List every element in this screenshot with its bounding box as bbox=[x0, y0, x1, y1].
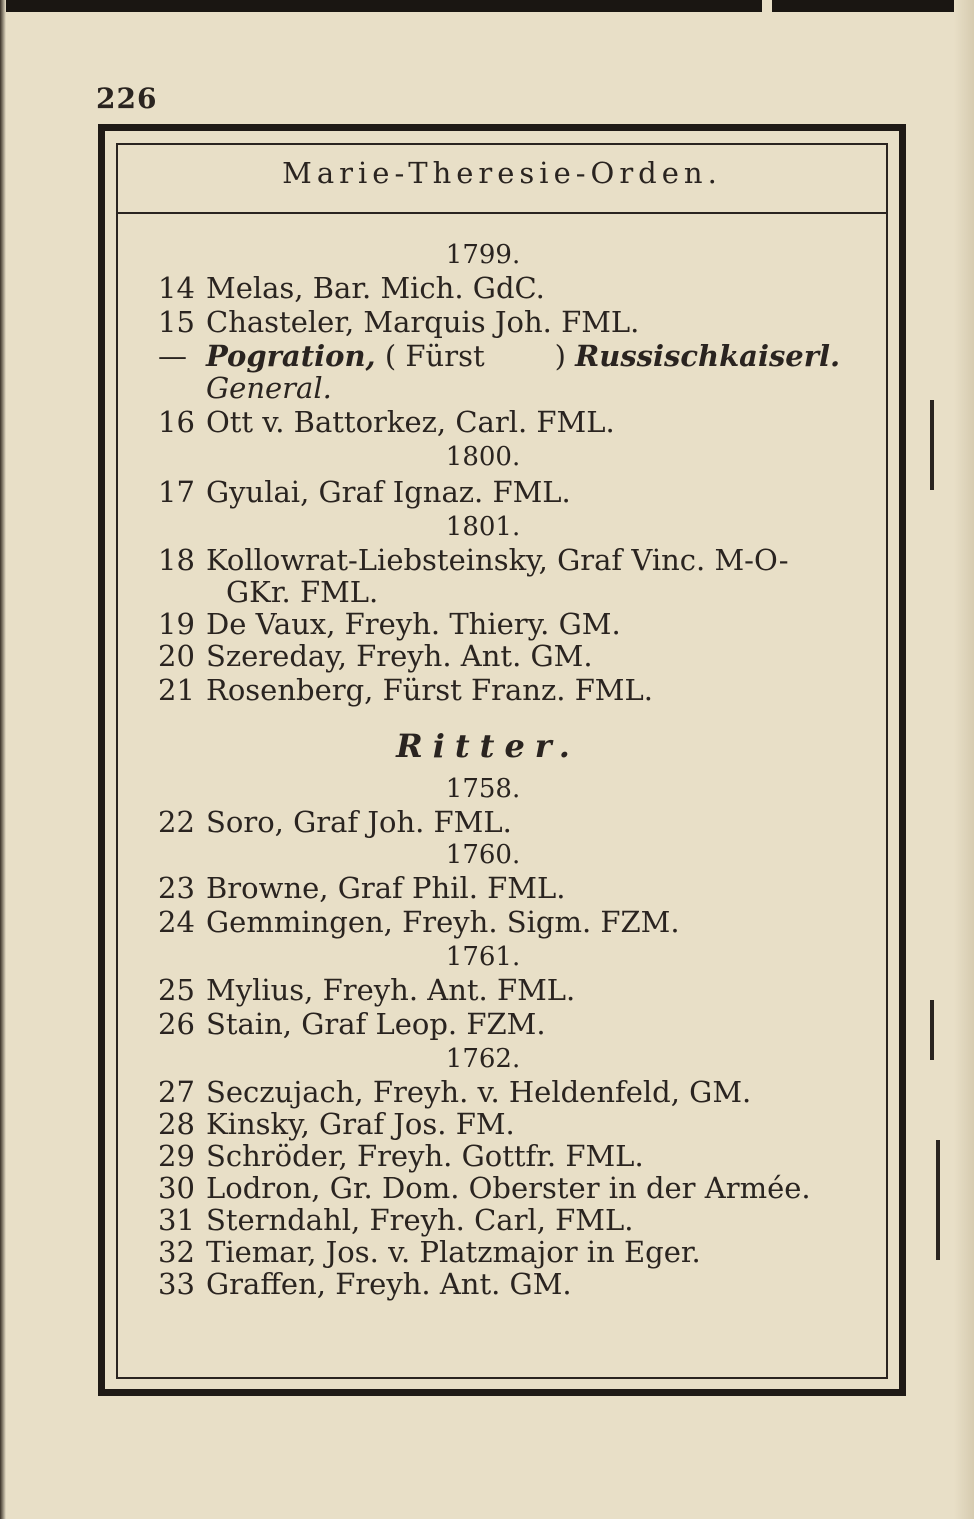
entry-number: 22 bbox=[158, 805, 195, 839]
entry-text: De Vaux, Freyh. Thiery. GM. bbox=[206, 607, 621, 641]
entry-text: Lodron, Gr. Dom. Oberster in der Armée. bbox=[206, 1171, 811, 1205]
entry-text: Gyulai, Graf Ignaz. FML. bbox=[206, 475, 571, 509]
entry-paren: ) bbox=[554, 339, 566, 373]
scan-top-border bbox=[0, 0, 974, 12]
list-item bbox=[158, 1236, 888, 1268]
list-item bbox=[158, 474, 888, 510]
entry-number: 27 bbox=[158, 1075, 195, 1109]
entry-text: Soro, Graf Joh. FML. bbox=[206, 805, 512, 839]
list-item bbox=[158, 974, 888, 1006]
scan-mark bbox=[936, 1140, 940, 1260]
entry-number: 14 bbox=[158, 271, 195, 305]
list-item bbox=[158, 1006, 888, 1042]
entry-name-italic: Pogration, bbox=[206, 339, 376, 373]
header-rule bbox=[116, 212, 888, 214]
entry-text: Graffen, Freyh. Ant. GM. bbox=[206, 1267, 572, 1301]
page-number: 226 bbox=[96, 82, 158, 115]
list-item bbox=[158, 806, 888, 838]
year-heading: 1800. bbox=[445, 442, 521, 472]
entry-number: 32 bbox=[158, 1235, 195, 1269]
entry-number: 18 bbox=[158, 543, 195, 577]
entry-number: 26 bbox=[158, 1007, 195, 1041]
list-item bbox=[158, 1204, 888, 1236]
entry-text: Seczujach, Freyh. v. Heldenfeld, GM. bbox=[206, 1075, 752, 1109]
entry-number: — bbox=[158, 339, 187, 373]
entry-text: Chasteler, Marquis Joh. FML. bbox=[206, 305, 640, 339]
entry-text: ( Fürst bbox=[384, 339, 485, 373]
entry-number: 17 bbox=[158, 475, 195, 509]
list-item bbox=[158, 904, 888, 940]
page-edge-right bbox=[954, 0, 974, 1519]
entry-number: 29 bbox=[158, 1139, 195, 1173]
list-item bbox=[158, 272, 888, 304]
entry-number: 33 bbox=[158, 1267, 195, 1301]
scan-mark bbox=[930, 1000, 934, 1060]
year-heading: 1801. bbox=[445, 512, 521, 542]
entry-number: 19 bbox=[158, 607, 195, 641]
order-title: Marie-Theresie-Orden. bbox=[282, 156, 722, 190]
entry-text: Schröder, Freyh. Gottfr. FML. bbox=[206, 1139, 644, 1173]
year-heading: 1762. bbox=[445, 1044, 521, 1074]
entry-text: Kollowrat-Liebsteinsky, Graf Vinc. M-O- bbox=[206, 543, 789, 577]
scan-mark bbox=[930, 400, 934, 490]
entry-text: Melas, Bar. Mich. GdC. bbox=[206, 271, 545, 305]
list-item bbox=[158, 1172, 888, 1204]
page-shadow-left bbox=[0, 0, 6, 1519]
entry-number: 31 bbox=[158, 1203, 195, 1237]
list-item bbox=[158, 1140, 888, 1172]
list-item bbox=[158, 1108, 888, 1140]
list-item bbox=[158, 544, 888, 576]
entry-text: Ott v. Battorkez, Carl. FML. bbox=[206, 405, 615, 439]
entry-title-italic: Russischkaiserl. bbox=[575, 339, 841, 373]
entry-number: 15 bbox=[158, 305, 195, 339]
entry-number: 28 bbox=[158, 1107, 195, 1141]
entry-number: 21 bbox=[158, 673, 195, 707]
list-item bbox=[158, 340, 888, 372]
entry-number: 25 bbox=[158, 973, 195, 1007]
entry-number: 30 bbox=[158, 1171, 195, 1205]
list-item bbox=[158, 640, 888, 672]
list-item bbox=[158, 872, 888, 904]
entry-text: Rosenberg, Fürst Franz. FML. bbox=[206, 673, 653, 707]
entry-number: 20 bbox=[158, 639, 195, 673]
year-heading: 1761. bbox=[445, 942, 521, 972]
entry-text: Browne, Graf Phil. FML. bbox=[206, 871, 566, 905]
entry-continuation: General. bbox=[206, 371, 332, 405]
list-item bbox=[158, 304, 888, 340]
entry-text: Stain, Graf Leop. FZM. bbox=[206, 1007, 546, 1041]
list-item bbox=[158, 608, 888, 640]
year-heading: 1760. bbox=[445, 840, 521, 870]
entry-text: Kinsky, Graf Jos. FM. bbox=[206, 1107, 515, 1141]
entry-text: Sterndahl, Freyh. Carl, FML. bbox=[206, 1203, 634, 1237]
list-item bbox=[158, 1268, 888, 1300]
list-item bbox=[158, 1076, 888, 1108]
entry-continuation: GKr. FML. bbox=[226, 575, 379, 609]
entry-number: 23 bbox=[158, 871, 195, 905]
entry-text: Mylius, Freyh. Ant. FML. bbox=[206, 973, 576, 1007]
year-heading: 1799. bbox=[445, 240, 521, 270]
year-heading: 1758. bbox=[445, 774, 521, 804]
register-list bbox=[158, 238, 888, 1300]
list-item bbox=[158, 404, 888, 440]
entry-text: Szereday, Freyh. Ant. GM. bbox=[206, 639, 593, 673]
entry-text: Tiemar, Jos. v. Platzmajor in Eger. bbox=[206, 1235, 701, 1269]
section-title: Ritter. bbox=[396, 727, 580, 765]
entry-number: 24 bbox=[158, 905, 195, 939]
entry-text: Gemmingen, Freyh. Sigm. FZM. bbox=[206, 905, 680, 939]
list-item bbox=[158, 672, 888, 708]
entry-number: 16 bbox=[158, 405, 195, 439]
